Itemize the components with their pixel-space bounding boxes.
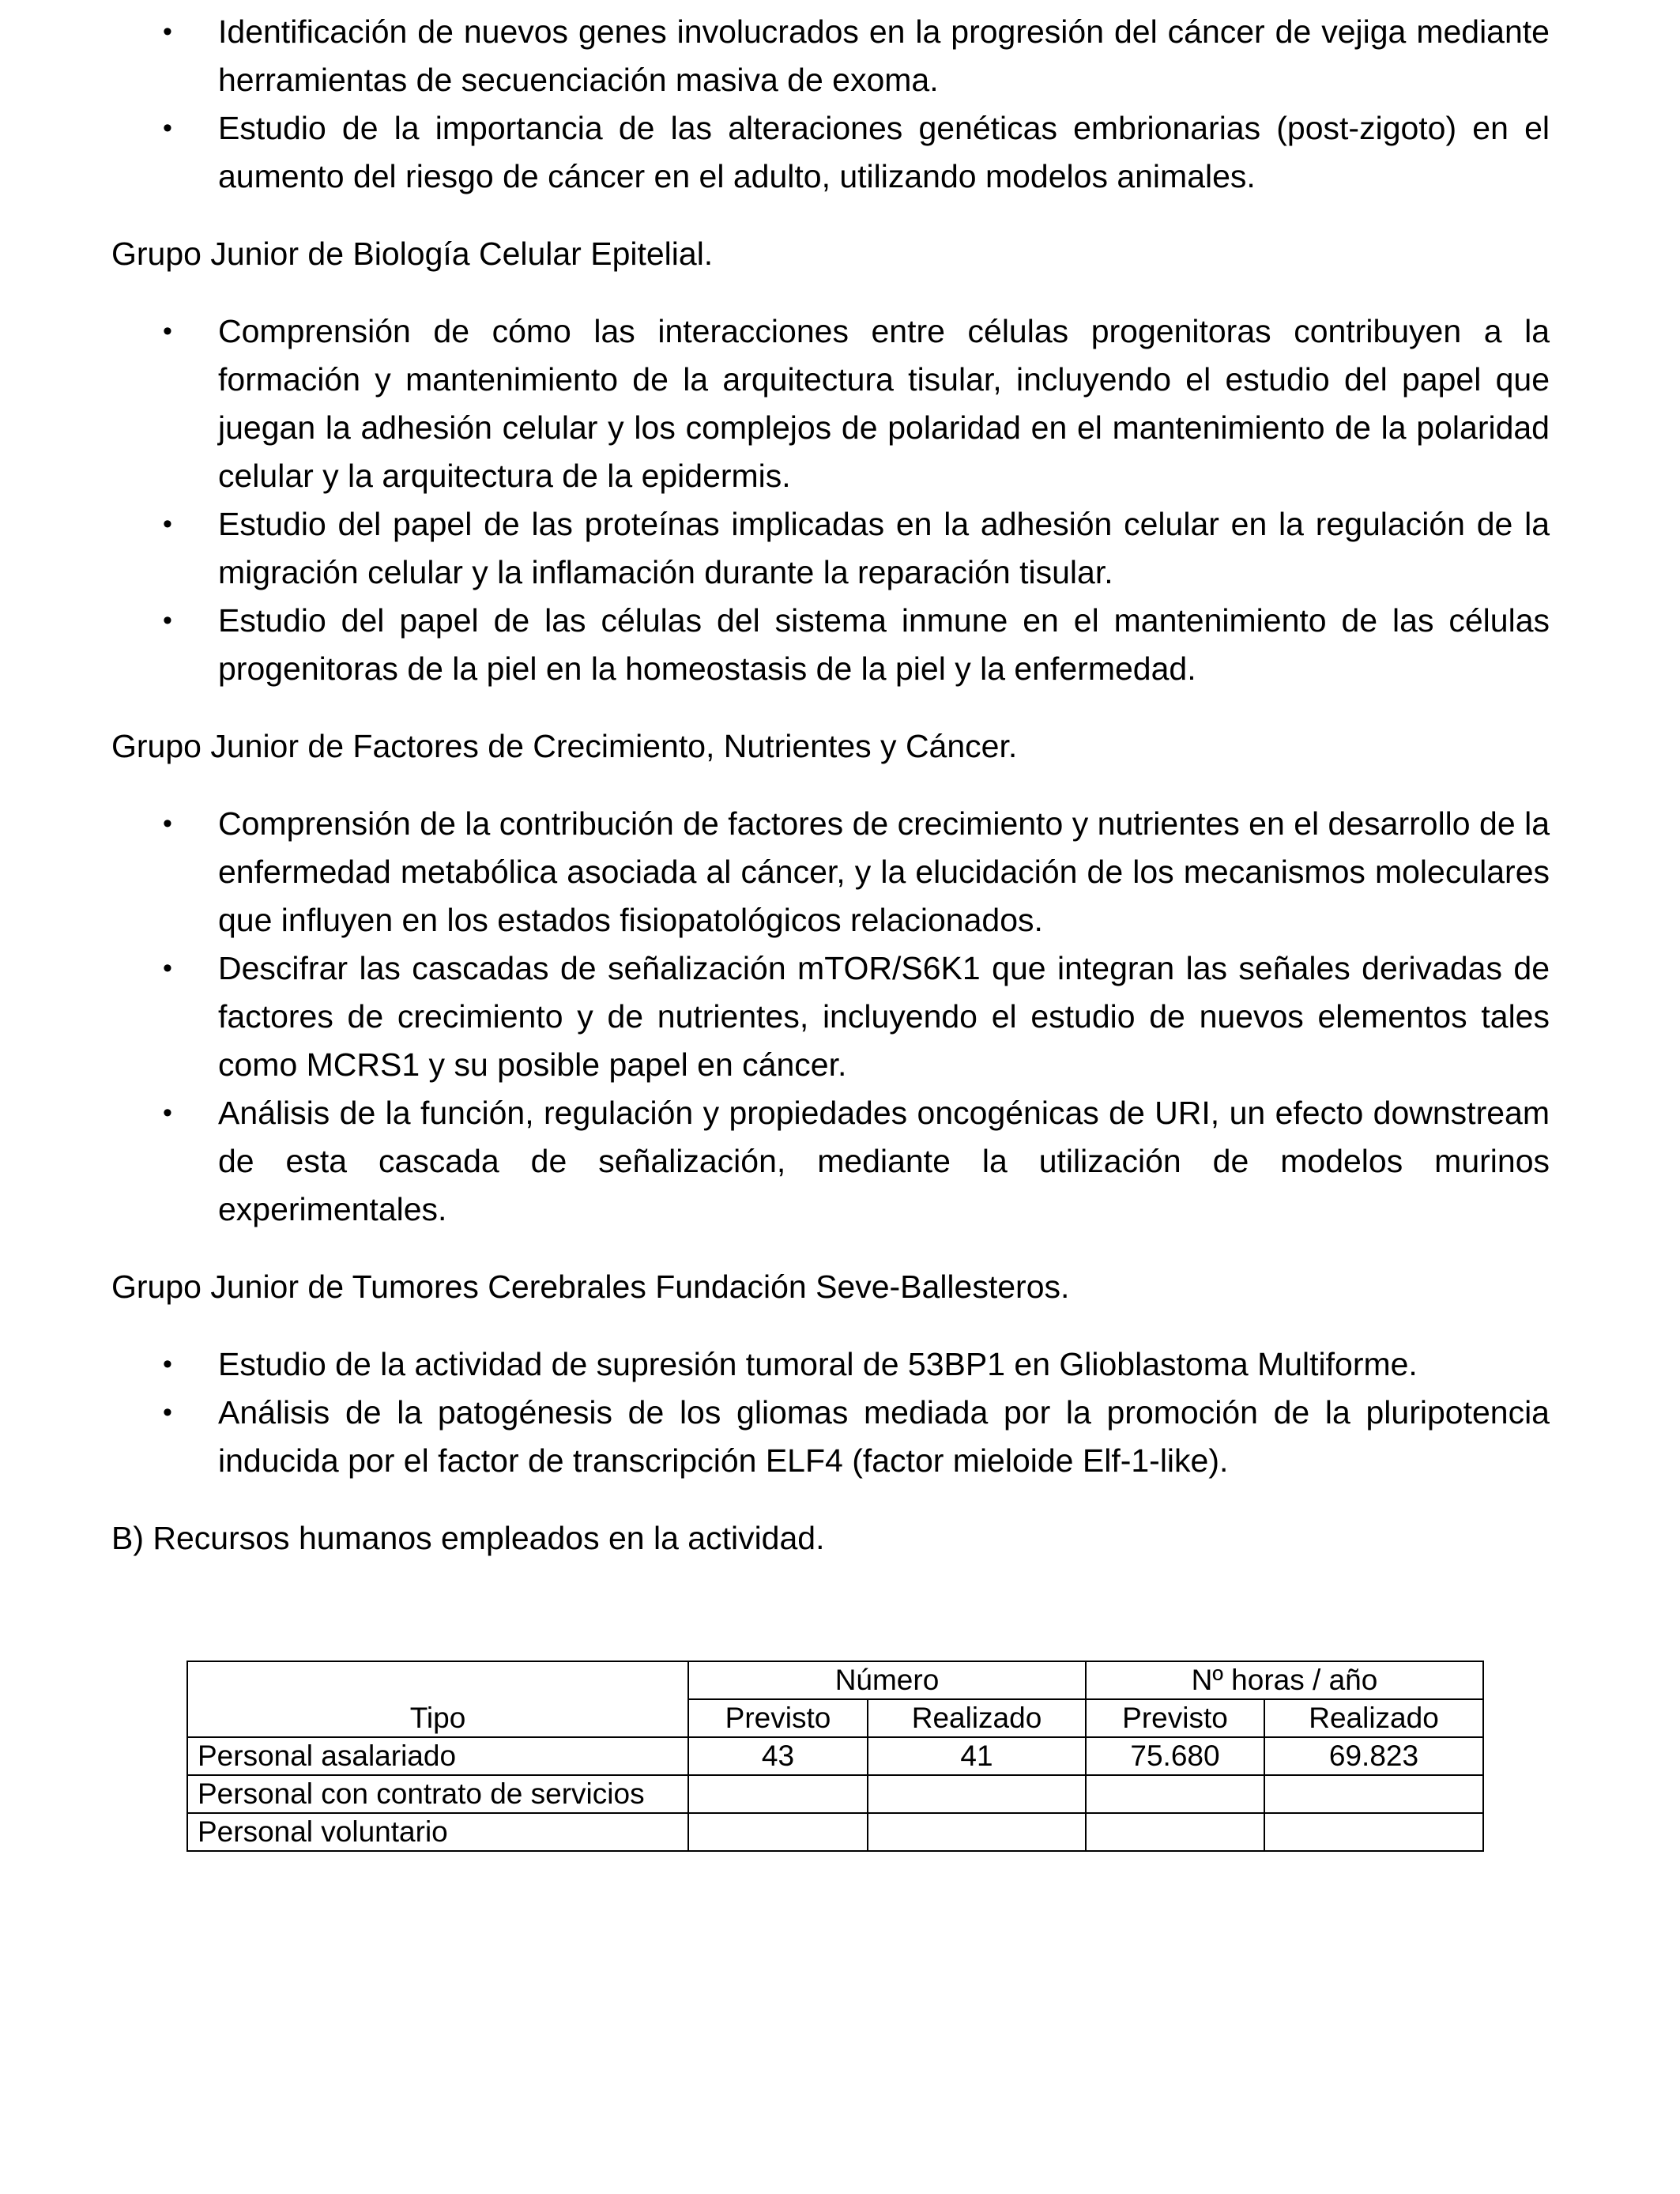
list-item [111,307,1550,500]
bullet-icon: • [163,316,172,346]
table-cell-num-realizado [868,1775,1086,1813]
list-item [111,104,1550,201]
table-cell-horas-realizado: 69.823 [1264,1737,1483,1775]
table-cell-horas-realizado [1264,1813,1483,1851]
bullet-icon: • [163,113,172,143]
table-header-num-previsto: Previsto [688,1699,868,1737]
table-cell-horas-previsto: 75.680 [1086,1737,1264,1775]
list-item [111,800,1550,944]
list-item [111,8,1550,104]
table-cell-num-realizado [868,1813,1086,1851]
section-b-title: B) Recursos humanos empleados en la actividad. [111,1520,825,1556]
table-cell-horas-realizado [1264,1775,1483,1813]
bullet-icon: • [163,953,172,983]
table-cell-tipo: Personal asalariado [187,1737,688,1775]
list-item-text: Estudio de la importancia de las alteraciones genéticas embrionarias (post-zigoto) en el aumento del riesgo de cáncer en el adulto, utilizando modelos animales. [218,110,1550,194]
recursos-humanos-table [186,1661,1484,1852]
table-group-header-numero: Número [688,1661,1086,1699]
table-header-horas-previsto: Previsto [1086,1699,1264,1737]
list-item-text: Descifrar las cascadas de señalización mTOR/S6K1 que integran las señales derivadas de factores de crecimiento y de nutrientes, incluyendo el estudio de nuevos elementos tales como MCRS1 y su posible papel en cáncer. [218,950,1550,1083]
table-header-horas-realizado: Realizado [1264,1699,1483,1737]
table-cell-num-previsto [688,1813,868,1851]
table-row [187,1775,1483,1813]
bullet-icon: • [163,809,172,839]
list-item-text: Identificación de nuevos genes involucrados en la progresión del cáncer de vejiga mediante herramientas de secuenciación masiva de exoma. [218,13,1550,98]
bullet-icon: • [163,1397,172,1427]
list-item-text: Análisis de la función, regulación y propiedades oncogénicas de URI, un efecto downstream de esta cascada de señalización, mediante la utilización de modelos murinos experimentales. [218,1095,1550,1227]
group-title-factores-crecimiento: Grupo Junior de Factores de Crecimiento, Nutrientes y Cáncer. [111,728,1018,764]
list-item [111,944,1550,1089]
group-bullet-list-biologia-celular [111,307,1550,693]
bullet-icon: • [163,509,172,539]
list-item-text: Estudio del papel de las células del sistema inmune en el mantenimiento de las células progenitoras de la piel en la homeostasis de la piel y la enfermedad. [218,602,1550,687]
bullet-icon: • [163,1349,172,1379]
list-item [111,1340,1550,1389]
table-cell-num-realizado: 41 [868,1737,1086,1775]
table-column-header-row [187,1699,1483,1737]
table-row [187,1737,1483,1775]
document-page [111,8,1550,1592]
list-item [111,597,1550,693]
table-row [187,1813,1483,1851]
intro-bullet-list [111,8,1550,201]
group-bullet-list-factores-crecimiento [111,800,1550,1234]
list-item-text: Comprensión de la contribución de factores de crecimiento y nutrientes en el desarrollo de la enfermedad metabólica asociada al cáncer, y la elucidación de los mecanismos moleculares que influyen en los estados fisiopatológicos relacionados. [218,805,1550,938]
bullet-icon: • [163,17,172,47]
table-cell-tipo: Personal voluntario [187,1813,688,1851]
table-cell-tipo: Personal con contrato de servicios [187,1775,688,1813]
table-group-header-row [187,1661,1483,1699]
table-header-blank [187,1661,688,1699]
table-cell-num-previsto: 43 [688,1737,868,1775]
list-item-text: Estudio del papel de las proteínas implicadas en la adhesión celular en la regulación de la migración celular y la inflamación durante la reparación tisular. [218,506,1550,590]
list-item-text: Estudio de la actividad de supresión tumoral de 53BP1 en Glioblastoma Multiforme. [218,1346,1418,1382]
table-cell-horas-previsto [1086,1775,1264,1813]
bullet-icon: • [163,605,172,635]
table-header-tipo: Tipo [187,1699,688,1737]
table-cell-num-previsto [688,1775,868,1813]
bullet-icon: • [163,1098,172,1128]
group-title-tumores-cerebrales: Grupo Junior de Tumores Cerebrales Fundación Seve-Ballesteros. [111,1269,1070,1305]
group-title-biologia-celular: Grupo Junior de Biología Celular Epitelial. [111,236,714,272]
list-item-text: Comprensión de cómo las interacciones entre células progenitoras contribuyen a la formación y mantenimiento de la arquitectura tisular, incluyendo el estudio del papel que juegan la adhesión celular y los complejos de polaridad en el mantenimiento de la polaridad celular y la arquitectura de la epidermis. [218,313,1550,494]
list-item-text: Análisis de la patogénesis de los gliomas mediada por la promoción de la pluripotencia inducida por el factor de transcripción ELF4 (factor mieloide Elf-1-like). [218,1394,1550,1479]
list-item [111,1089,1550,1234]
group-bullet-list-tumores-cerebrales [111,1340,1550,1485]
list-item [111,1389,1550,1485]
recursos-humanos-table-wrapper [186,1661,1484,1852]
table-header-num-realizado: Realizado [868,1699,1086,1737]
list-item [111,500,1550,597]
table-group-header-horas: Nº horas / año [1086,1661,1483,1699]
table-cell-horas-previsto [1086,1813,1264,1851]
